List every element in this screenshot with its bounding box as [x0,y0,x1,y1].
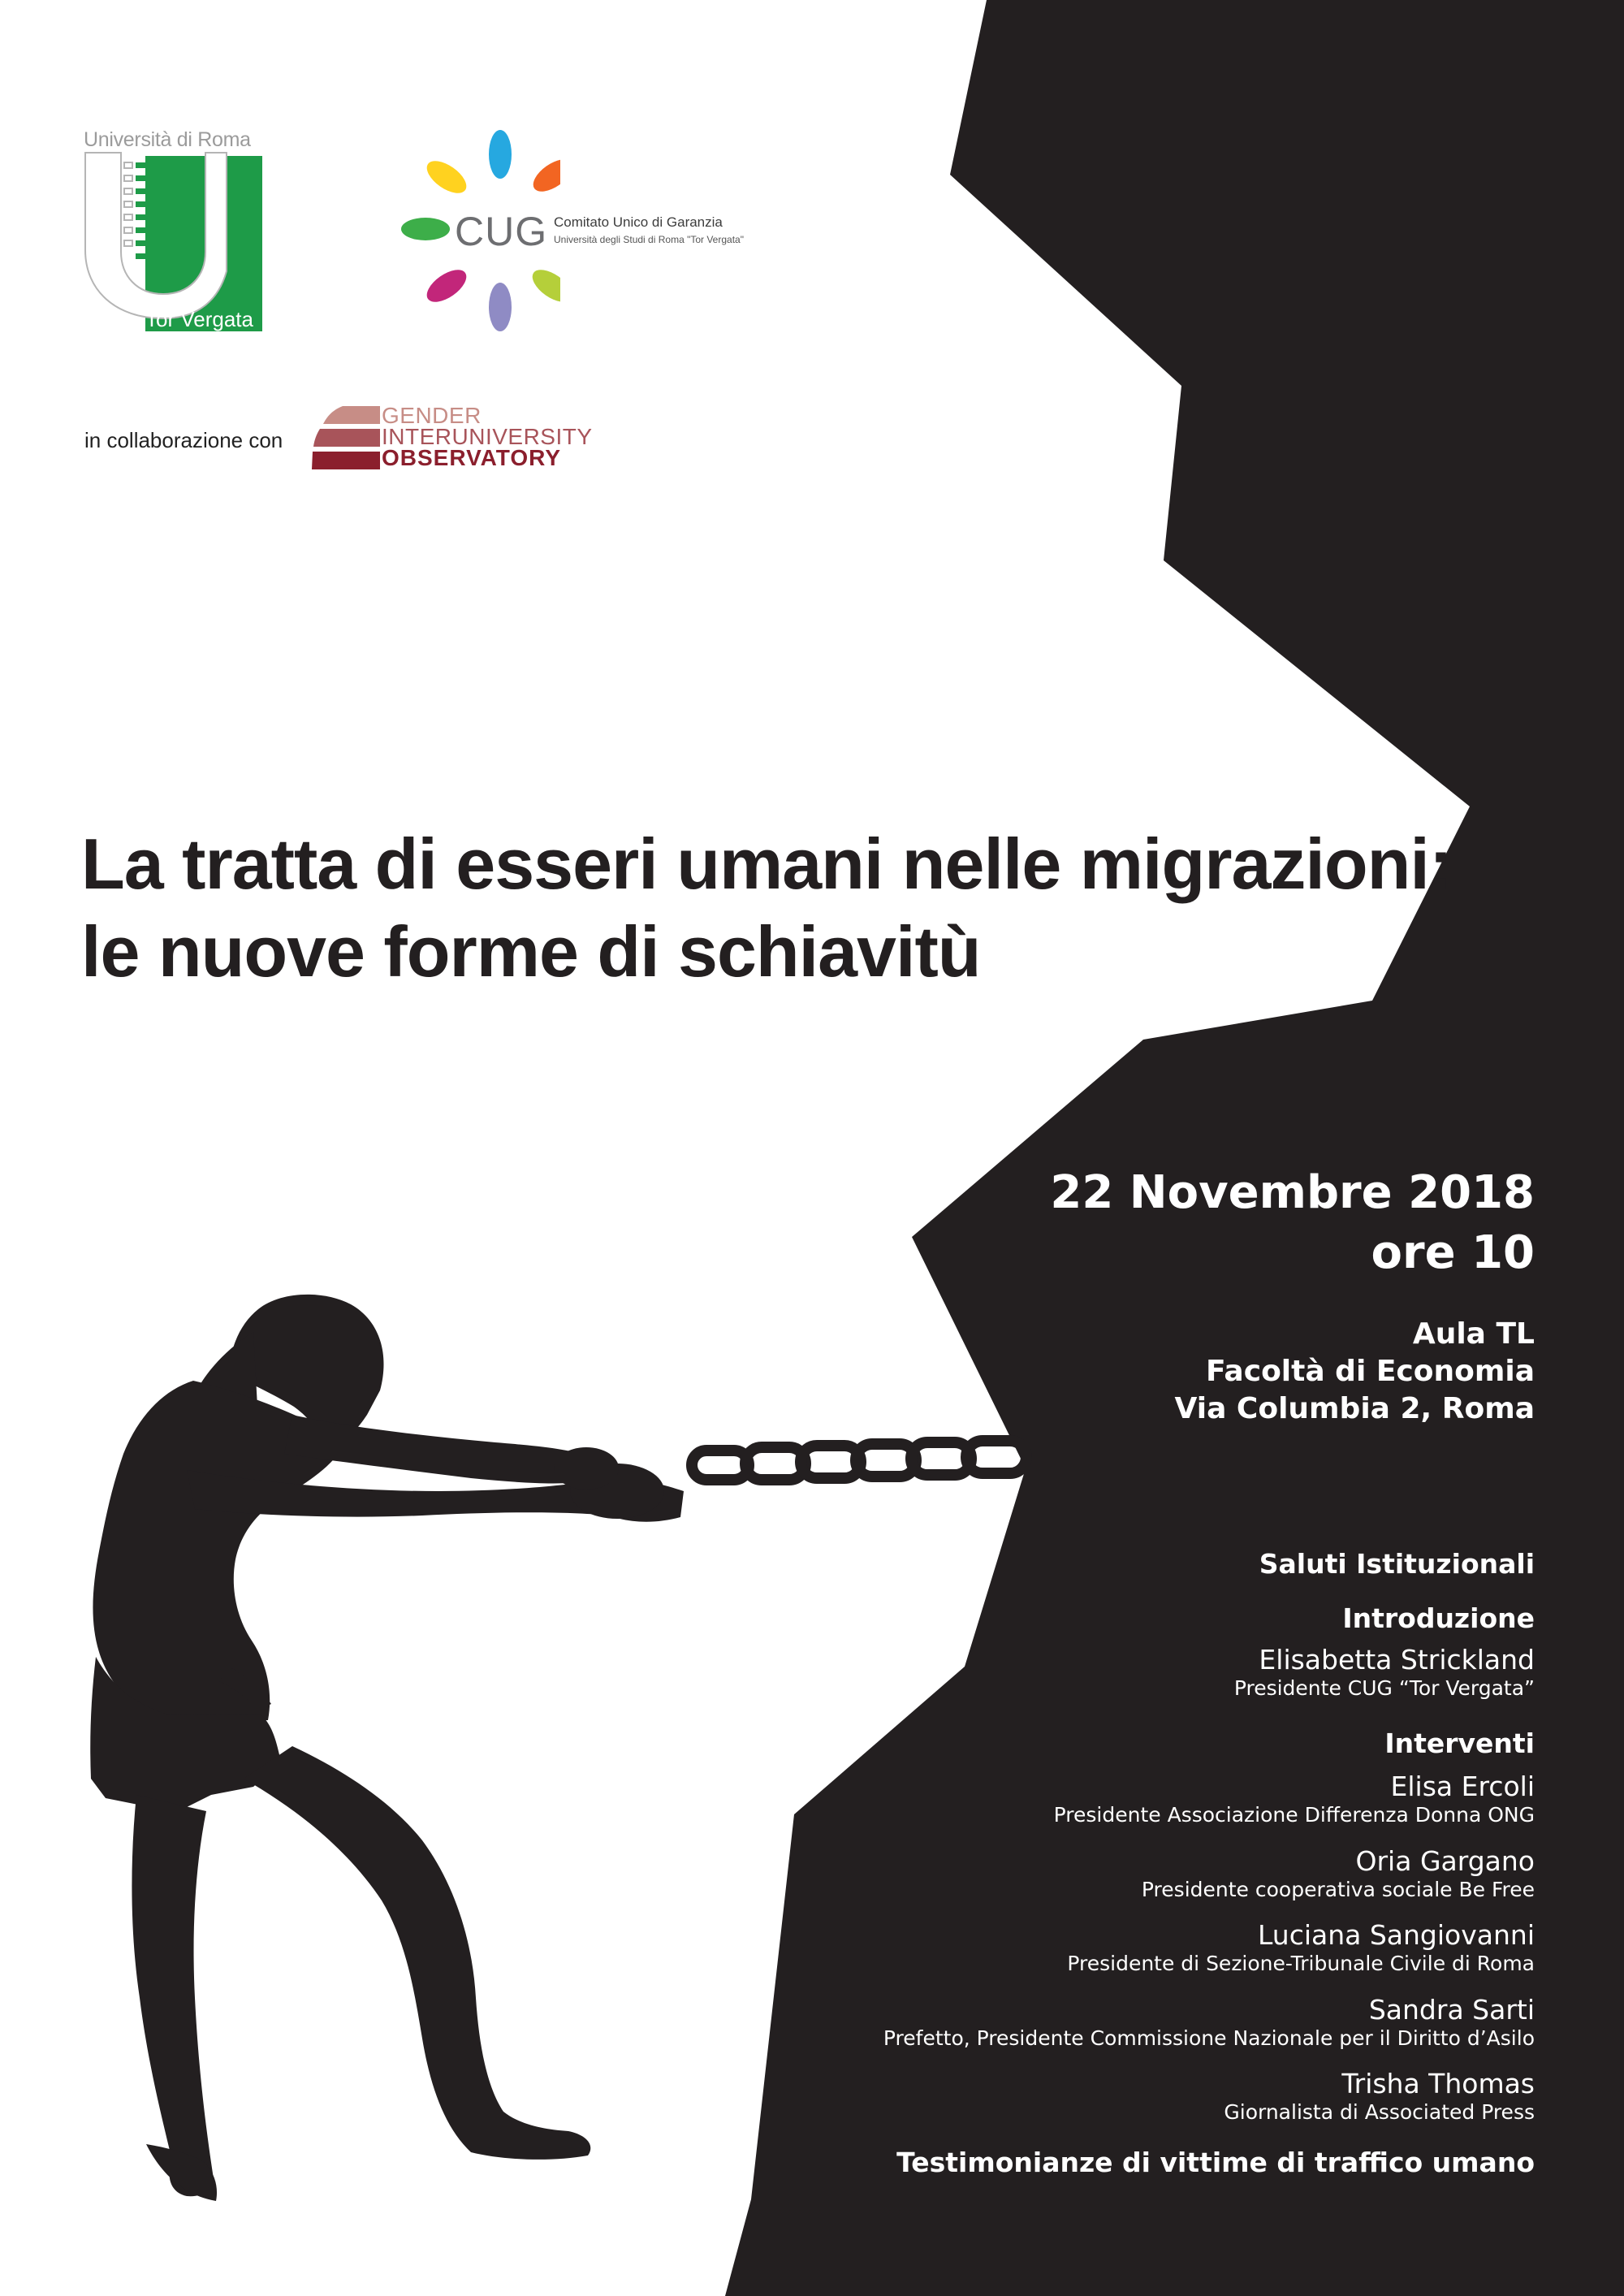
intro-heading: Introduzione [1342,1602,1535,1634]
speaker-name: Trisha Thomas [1341,2068,1535,2099]
chain-links [692,1441,1026,1480]
speaker-role: Giornalista di Associated Press [1224,2100,1535,2124]
cug-full-name: Comitato Unico di Garanzia [554,214,723,230]
speaker-role: Prefetto, Presidente Commissione Nazionale per il Diritto d’Asilo [883,2026,1535,2050]
title-line-1: La tratta di esseri umani nelle migrazioni: [81,824,1453,904]
tor-vergata-university-text: Università di Roma [84,128,251,151]
event-date: 22 Novembre 2018 [1050,1166,1535,1219]
poster-title [81,820,1462,996]
event-time: ore 10 [1371,1226,1535,1279]
venue-faculty: Facoltà di Economia [1205,1355,1535,1388]
collaboration-label: in collaborazione con [84,428,283,452]
greetings-heading: Saluti Istituzionali [1259,1548,1535,1580]
gio-stripes-icon [310,403,383,473]
speaker-name: Sandra Sarti [1368,1994,1535,2026]
venue-address: Via Columbia 2, Roma [1174,1392,1535,1425]
tor-vergata-logo [84,128,264,333]
speaker-name: Elisa Ercoli [1390,1771,1535,1802]
gio-line-interuniversity: INTERUNIVERSITY [382,424,593,449]
tor-vergata-shield-logo-icon [84,128,264,333]
cug-acronym: CUG [455,209,548,254]
gio-line-observatory: OBSERVATORY [382,445,562,470]
closing-testimonies: Testimonianze di vittime di traffico umano [896,2147,1535,2178]
venue-room: Aula TL [1412,1317,1535,1351]
title-line-2: le nuove forme di schiavitù [81,911,981,992]
intro-speaker-name: Elisabetta Strickland [1259,1644,1535,1676]
gio-line-gender: GENDER [382,403,482,428]
speaker-role: Presidente Associazione Differenza Donna ONG [1053,1803,1535,1827]
speaker-name: Oria Gargano [1355,1845,1535,1877]
speaker-role: Presidente di Sezione-Tribunale Civile di Roma [1067,1952,1535,1975]
speaker-role: Presidente cooperativa sociale Be Free [1141,1878,1535,1901]
talks-heading: Interventi [1384,1727,1535,1759]
gender-interuniversity-observatory-logo [310,403,651,473]
cug-logo [398,128,763,331]
intro-speaker-role: Presidente CUG “Tor Vergata” [1233,1676,1535,1700]
cug-university-name: Università degli Studi di Roma "Tor Vergata" [554,234,744,245]
tor-vergata-city-text: Tor Vergata [145,307,253,331]
speaker-name: Luciana Sangiovanni [1257,1919,1535,1951]
